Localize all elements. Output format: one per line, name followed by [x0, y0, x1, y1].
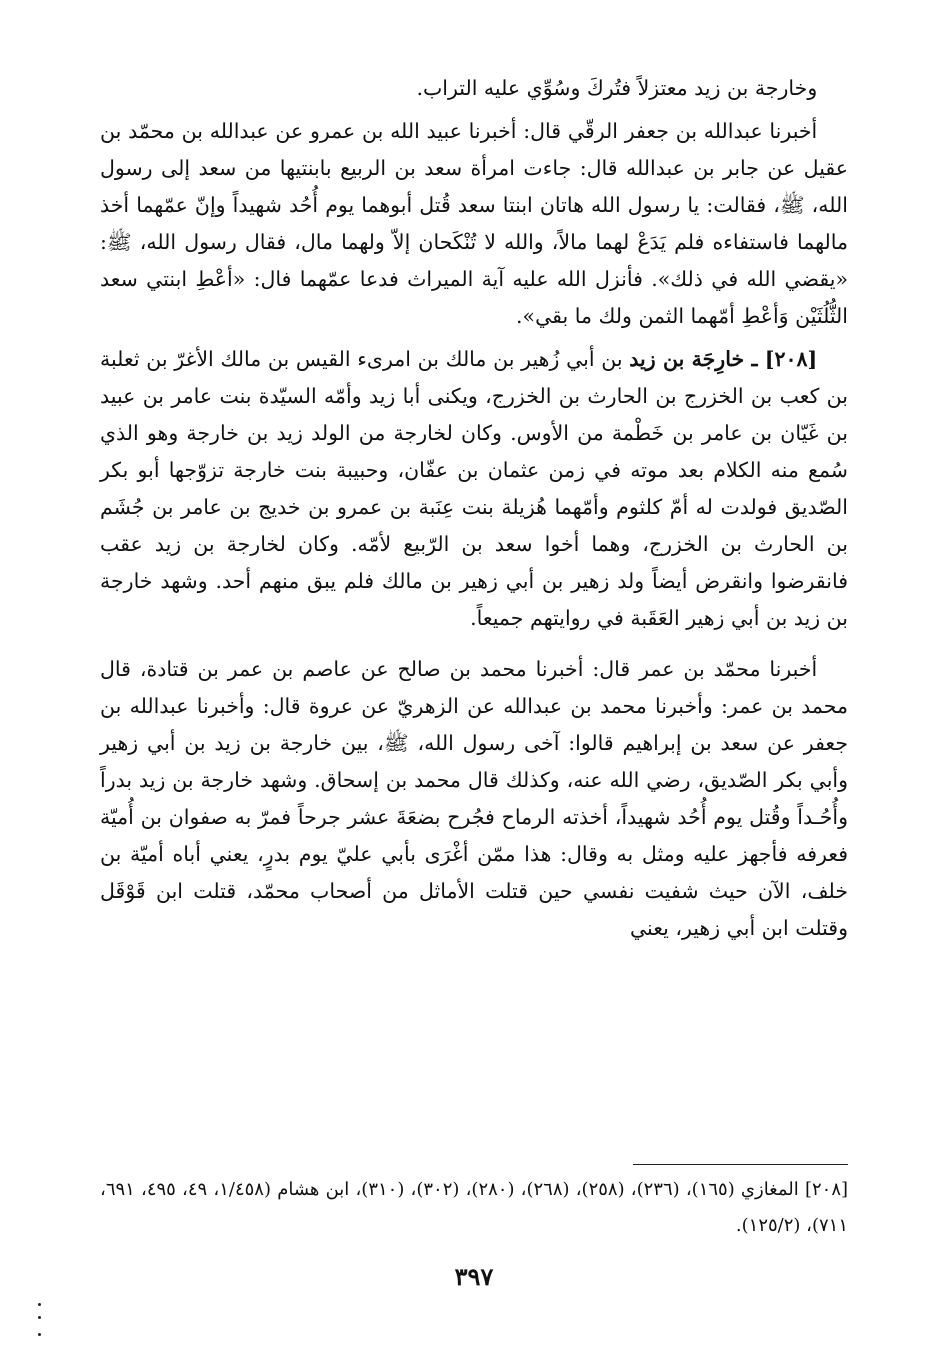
margin-mark [38, 1303, 41, 1306]
footnote-divider [633, 1164, 848, 1165]
paragraph-4: أخبرنا محمّد بن عمر قال: أخبرنا محمد بن صالح عن عاصم بن عمر بن قتادة، قال محمد بن عمر: وأخبرنا محمد بن عبدالله عن الزهريّ عن عروة قال: وأخبرنا عبدالله بن جعفر عن سعد بن إبراهيم قالوا: آخى رسول الله، ﷺ، بين خارجة بن زيد بن أبي زهير وأبي بكر الصّديق، رضي الله عنه، وكذلك قال محمد بن إسحاق. وشهد خارجة بن زيد بدراً وأُحُـداً وقُتل يوم أُحُد شهيداً، أخذته الرماح فجُرح بضعَةَ عشر جرحاً فمرّ به صفوان بن أُميّة فعرفه فأجهز عليه ومثل به وقال: هذا ممّن أغْرَى بأبي عليّ يوم بدرٍ، يعني أباه أميّة بن خلف، الآن حيث شفيت نفسي حين قتلت الأماثل من أصحاب محمّد، قتلت ابن قَوْقَل وقتلت ابن أبي زهير، يعني [100, 657, 848, 940]
entry-body: بن أبي زُهير بن مالك بن امرىء القيس بن مالك الأغرّ بن ثعلبة بن كعب بن الخزرج بن الحارث بن الخزرج، ويكنى أبا زيد وأمّه السيّدة بنت عامر بن عبيد بن غَيّان بن عامر بن خَطْمة من الأوس. وكان لخارجة من الولد زيد بن خارجة وهو الذي سُمع منه الكلام بعد موته في زمن عثمان بن عفّان، وحبيبة بنت خارجة تزوّجها أبو بكر الصّديق فولدت له أمّ كلثوم وأمّهما هُزيلة بنت عِنَبة بن عمرو بن خديج بن عامر بن جُشَم بن الحارث بن الخزرج، وهما أخوا سعد بن الرّبيع لأمّه. وكان لخارجة بن زيد عقب فانقرضوا وانقرض أيضاً ولد زهير بن أبي زهير بن مالك فلم يبق منهم أحد. وشهد خارجة بن زيد بن أبي زهير العَقَبة في روايتهم جميعاً. [100, 347, 848, 630]
entry-heading: [٢٠٨] ـ خارِجَة بن زيد [629, 347, 818, 371]
footnotes [100, 1172, 848, 1244]
paragraph-1: وخارجة بن زيد معتزلاً فتُركَ وسُوِّي عليه التراب. [416, 76, 818, 100]
paragraph-3 [100, 341, 848, 637]
margin-mark [38, 1333, 41, 1336]
margin-mark [38, 1316, 41, 1319]
paragraph-2: أخبرنا عبدالله بن جعفر الرقّي قال: أخبرنا عبيد الله بن عمرو عن عبدالله بن محمّد بن عقيل عن جابر بن عبدالله قال: جاءت امرأة سعد بن الربيع بابنتيها من سعد إلى رسول الله، ﷺ، فقالت: يا رسول الله هاتان ابنتا سعد قُتل أبوهما يوم أُحُد شهيداً وإنّ عمّهما أخذ مالهما فاستفاءه فلم يَدَعْ لهما مالاً، والله لا تُنْكَحان إلاّ ولهما مال، فقال رسول الله، ﷺ: «يقضي الله في ذلك». فأنزل الله عليه آية الميراث فدعا عمّهما فال: «أعْطِ ابنتي سعد الثُّلُثَيْن وَأعْطِ أمّهما الثمن ولك ما بقي». [100, 119, 848, 328]
page-number: ٣٩٧ [454, 1262, 494, 1291]
main-text [100, 70, 848, 947]
footnote-item: [٢٠٨] المغازي (١٦٥)، (٢٣٦)، (٢٥٨)، (٢٦٨)، (٢٨٠)، (٣٠٢)، (٣١٠)، ابن هشام (١/٤٥٨، ٤٩، ٤٩٥، ٦٩١، ٧١١)، (١٢٥/٢). [100, 1179, 849, 1236]
